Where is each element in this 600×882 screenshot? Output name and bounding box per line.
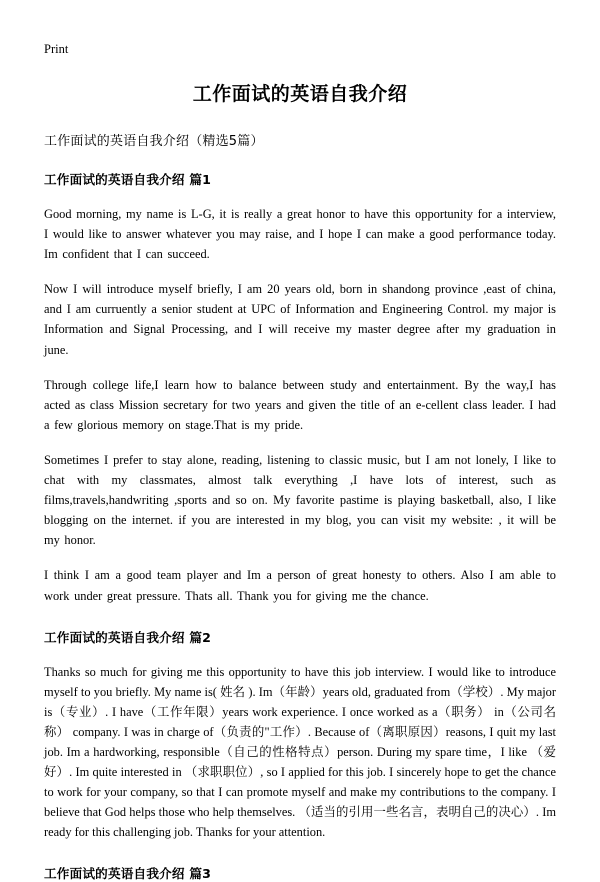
paragraph: Now I will introduce myself briefly, I am 20 years old, born in shandong province ,east of china, and I am curruently a senior student at UPC of Information and Engineering Control. my major is Information and Signal Processing, and I will receive my master degree after my graduation in june.: [44, 282, 556, 357]
paragraph: Through college life,I learn how to balance between study and entertainment. By the way,I has acted as class Mission secretary for two years and given the title of an e-cellent class leader. I had a few glorious memory on stage.That is my pride.: [44, 377, 556, 432]
section-heading-2: 工作面试的英语自我介绍 篇2: [44, 629, 212, 645]
paragraph: Thanks so much for giving me this opportunity to have this job interview. I would like to introduce myself to you briefly. My name is( 姓名 ). Im（年龄）years old, graduated from（学校）. My major is（专业）. I have（工作年限）years work experience. I once worked as a（职务） in（公司名称） company. I was in charge of（负责的"工作）. Because of（离职原因）reasons, I quit my last job. Im a hardworking, responsible（自己的性格特点）person. During my spare time，I like （爱好）. Im quite interested in （求职职位）, so I applied for this job. I sincerely hope to get the chance to work for your company, so that I can promote myself and make my contributions to the company. I believe that God helps those who help themselves. （适当的引用一些名言，表明自己的决心）. Im ready for this challenging job. Thanks for your attention.: [44, 664, 556, 840]
document-subtitle: 工作面试的英语自我介绍（精选5篇）: [44, 134, 264, 149]
section-heading-3: 工作面试的英语自我介绍 篇3: [44, 866, 212, 882]
section-heading-1: 工作面试的英语自我介绍 篇1: [44, 172, 212, 187]
paragraph: Good morning, my name is L-G, it is really a great honor to have this opportunity for a interview, I would like to answer whatever you may raise, and I hope I can make a good performance today. Im confident that I can succeed.: [44, 207, 556, 262]
paragraph: I think I am a good team player and Im a person of great honesty to others. Also I am able to work under great pressure. Thats all. Thank you for giving me the chance.: [44, 568, 556, 603]
print-link[interactable]: Print: [44, 42, 69, 56]
paragraph: Sometimes I prefer to stay alone, reading, listening to classic music, but I am not lonely, I like to chat with my classmates, almost talk everything ,I have lots of interest, such as films,travels,handwriting ,sports and so on. My favorite pastime is playing basketball, also, I like blogging on the internet. if you are interested in my blog, you can visit my website: , it will be my honor.: [44, 452, 556, 548]
page-title: 工作面试的英语自我介绍: [192, 83, 408, 105]
